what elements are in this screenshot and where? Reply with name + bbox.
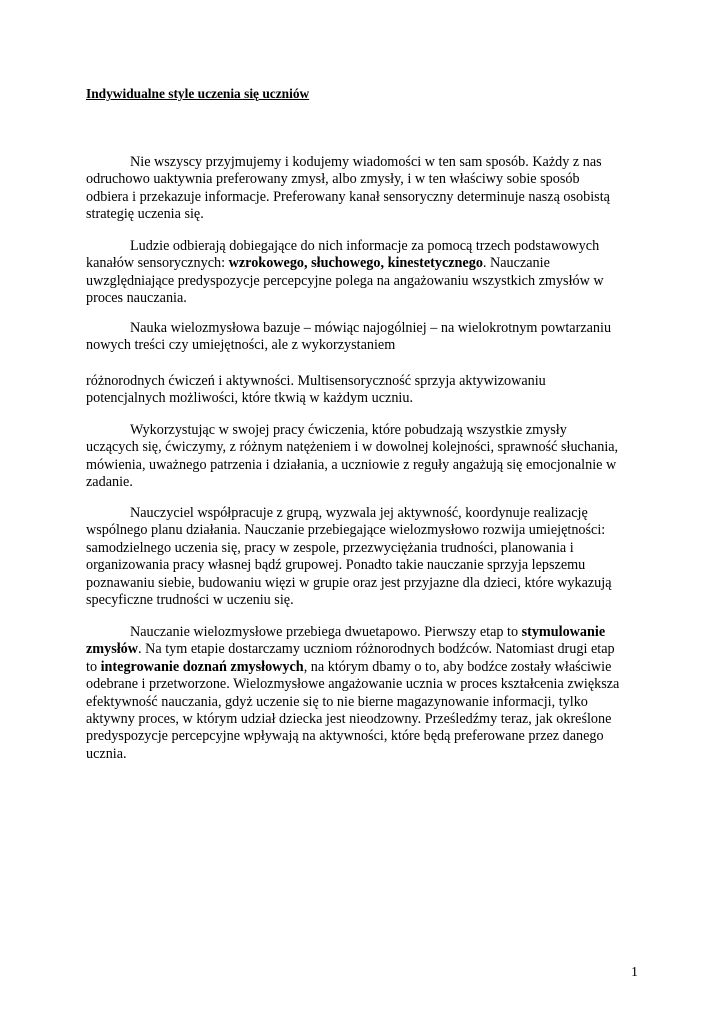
text-line (86, 659, 638, 676)
text-run: kanałów sensorycznych: (86, 255, 229, 272)
text-line: odebrane i przetworzone. Wielozmysłowe angażowanie ucznia w proces kształcenia zwiększa (86, 676, 620, 693)
text-line: odruchowo uaktywnia preferowany zmysł, albo zmysły, i w ten właściwy sobie sposób (86, 171, 580, 188)
document-title: Indywidualne style uczenia się uczniów (86, 86, 310, 101)
text-line: potencjalnych możliwości, które tkwią w każdym uczniu. (86, 390, 414, 407)
bold-integration: integrowanie doznań zmysłowych (100, 658, 304, 675)
text-line: Wykorzystując w swojej pracy ćwiczenia, które pobudzają wszystkie zmysły (130, 422, 567, 438)
paragraph-5 (86, 422, 638, 492)
text-line: uczących się, ćwiczymy, z różnym natężeniem i w dowolnej kolejności, sprawność słuchania, (86, 439, 619, 456)
text-line: Ludzie odbierają dobiegające do nich informacje za pomocą trzech podstawowych (130, 238, 600, 254)
text-run: , na którym dbamy o to, aby bodźce zostały właściwie (303, 658, 612, 675)
text-line: Nie wszyscy przyjmujemy i kodujemy wiadomości w ten sam sposób. Każdy z nas (130, 154, 602, 170)
text-line: ucznia. (86, 745, 127, 762)
page-number: 1 (631, 965, 638, 980)
paragraph-4 (86, 373, 638, 408)
text-line: proces nauczania. (86, 290, 187, 307)
text-line: wspólnego planu działania. Nauczanie przebiegające wielozmysłowo rozwija umiejętności: (86, 522, 606, 539)
text-line: aktywny proces, w którym udział dziecka jest nieodzowny. Prześledźmy teraz, jak określone (86, 711, 612, 728)
text-line: uwzględniające predyspozycje percepcyjne polega na angażowaniu wszystkich zmysłów w (86, 272, 604, 289)
text-line: Nauczyciel współpracuje z grupą, wyzwala jej aktywność, koordynuje realizację (130, 505, 588, 521)
text-line: strategię uczenia się. (86, 206, 204, 223)
text-run: to (86, 658, 101, 675)
text-line: samodzielnego uczenia się, pracy w zespole, przezwyciężania trudności, planowania i (86, 539, 574, 556)
paragraph-2 (86, 238, 638, 308)
text-run: . Na tym etapie dostarczamy uczniom różnorodnych bodźców. Natomiast drugi etap (138, 641, 615, 658)
text-line: Nauka wielozmysłowa bazuje – mówiąc najogólniej – na wielokrotnym powtarzaniu (130, 320, 612, 336)
text-line: efektywność nauczania, gdyż uczenie się to nie bierne magazynowanie informacji, tylko (86, 693, 588, 710)
bold-stimulation: stymulowanie (521, 624, 606, 640)
text-line: mówienia, uważnego patrzenia i działania, a uczniowie z reguły angażują się emocjonalnie w (86, 456, 617, 473)
text-line: nowych treści czy umiejętności, ale z wykorzystaniem (86, 337, 396, 354)
text-line: odbiera i przekazuje informacje. Preferowany kanał sensoryczny determinuje naszą osobistą (86, 188, 610, 205)
text-line: poznawaniu siebie, budowaniu więzi w grupie oraz jest przyjazne dla dzieci, które wykazują (86, 574, 612, 591)
paragraph-6 (86, 505, 638, 609)
text-line (86, 641, 638, 658)
paragraph-1 (86, 154, 638, 224)
text-line: specyficzne trudności w uczeniu się. (86, 592, 294, 609)
text-line: różnorodnych ćwiczeń i aktywności. Multisensoryczność sprzyja aktywizowaniu (86, 373, 546, 389)
text-run: . Nauczanie (482, 255, 550, 272)
text-line (86, 255, 638, 272)
text-run: Nauczanie wielozmysłowe przebiega dwuetapowo. Pierwszy etap to (130, 624, 522, 640)
bold-sensory-channels: wzrokowego, słuchowego, kinestetycznego (228, 255, 483, 272)
text-line: organizowania pracy własnej bądź grupowej. Ponadto takie nauczanie sprzyja lepszemu (86, 557, 586, 574)
paragraph-3 (86, 320, 638, 355)
paragraph-7 (86, 624, 638, 763)
text-line: predyspozycje percepcyjne wpływają na aktywności, które będą preferowane przez danego (86, 728, 604, 745)
text-line: zadanie. (86, 474, 133, 491)
text-line (86, 624, 638, 641)
bold-senses: zmysłów (86, 641, 139, 658)
